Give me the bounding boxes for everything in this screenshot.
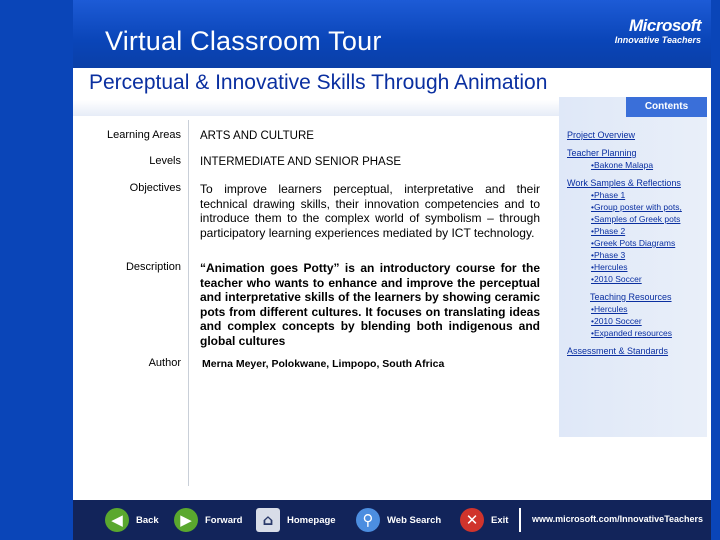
toc-assessment-standards[interactable]: Assessment & Standards bbox=[567, 346, 669, 356]
toc-teacher-planning[interactable]: Teacher Planning bbox=[567, 148, 637, 158]
toc-work-samples[interactable]: Work Samples & Reflections bbox=[567, 178, 681, 188]
detail-label: Objectives bbox=[129, 182, 181, 194]
detail-label: Levels bbox=[149, 155, 181, 167]
header-title: Virtual Classroom Tour bbox=[105, 26, 382, 56]
header-banner bbox=[73, 0, 711, 68]
exit-button[interactable] bbox=[460, 508, 508, 532]
toc-hercules[interactable]: •Hercules bbox=[591, 262, 628, 272]
toc-greek-pots-diagrams[interactable]: •Greek Pots Diagrams bbox=[591, 238, 676, 248]
web-search-label: Web Search bbox=[387, 514, 442, 526]
toc-bakone-malapa[interactable]: •Bakone Malapa bbox=[591, 160, 654, 170]
toc-teaching-resources[interactable]: Teaching Resources bbox=[590, 292, 672, 302]
homepage-label: Homepage bbox=[287, 514, 336, 526]
footer-divider bbox=[519, 508, 521, 532]
forward-label: Forward bbox=[205, 514, 243, 526]
footer-navbar bbox=[73, 500, 711, 540]
title-divider bbox=[73, 100, 639, 116]
detail-label: Learning Areas bbox=[107, 129, 181, 141]
homepage-button[interactable] bbox=[256, 508, 336, 532]
magnifier-icon: ⚲ bbox=[356, 508, 380, 532]
brand-subtitle: Innovative Teachers bbox=[614, 35, 701, 45]
detail-value: Merna Meyer, Polokwane, Limpopo, South Africa bbox=[202, 358, 445, 370]
toc-expanded-resources[interactable]: •Expanded resources bbox=[591, 328, 672, 338]
toc-phase-3[interactable]: •Phase 3 bbox=[591, 250, 626, 260]
detail-label: Description bbox=[125, 261, 181, 273]
house-icon: ⌂ bbox=[256, 508, 280, 532]
toc-phase-2[interactable]: •Phase 2 bbox=[591, 226, 626, 236]
page-title: Perceptual & Innovative Skills Through Animation bbox=[89, 71, 548, 94]
toc-phase-1[interactable]: •Phase 1 bbox=[591, 190, 626, 200]
detail-value: ARTS AND CULTURE bbox=[200, 130, 314, 142]
contents-heading: Contents bbox=[626, 97, 707, 117]
back-arrow-icon: ◀ bbox=[105, 508, 129, 532]
back-label: Back bbox=[136, 514, 159, 526]
toc-project-overview[interactable]: Project Overview bbox=[567, 130, 636, 140]
toc-2010-soccer[interactable]: •2010 Soccer bbox=[591, 274, 642, 284]
toc-resources-hercules[interactable]: •Hercules bbox=[591, 304, 628, 314]
forward-button[interactable] bbox=[174, 508, 242, 532]
microsoft-url-link[interactable]: www.microsoft.com/InnovativeTeachers bbox=[532, 514, 704, 524]
detail-value: INTERMEDIATE AND SENIOR PHASE bbox=[200, 156, 402, 168]
x-icon: ✕ bbox=[460, 508, 484, 532]
toc-greek-pots-samples[interactable]: •Samples of Greek pots bbox=[591, 214, 681, 224]
contents-panel bbox=[559, 97, 707, 437]
toc-group-poster[interactable]: •Group poster with pots, bbox=[591, 202, 682, 212]
microsoft-logo bbox=[615, 16, 701, 45]
detail-value: To improve learners perceptual, interpretative and their technical drawing skills, their innovation competencies and to introduce them to the complex world of symbolism – through participatory learning experiences mediated by ICT technology. bbox=[200, 182, 540, 240]
exit-label: Exit bbox=[491, 514, 509, 526]
brand-name: Microsoft bbox=[629, 16, 701, 35]
column-divider bbox=[188, 120, 189, 486]
back-button[interactable] bbox=[105, 508, 159, 532]
right-border bbox=[711, 0, 720, 540]
forward-arrow-icon: ▶ bbox=[174, 508, 198, 532]
left-border bbox=[0, 0, 73, 540]
web-search-button[interactable] bbox=[356, 508, 441, 532]
detail-label: Author bbox=[148, 357, 181, 369]
toc-resources-2010-soccer[interactable]: •2010 Soccer bbox=[591, 316, 642, 326]
detail-value: “Animation goes Potty” is an introductory course for the teacher who wants to enhance and improve the perceptual and interpretative skills of the learners by showing ceramic pots from different cultures. It focuses on translating ideas and complex concepts by blending both indigenous and global cultures bbox=[200, 261, 540, 348]
